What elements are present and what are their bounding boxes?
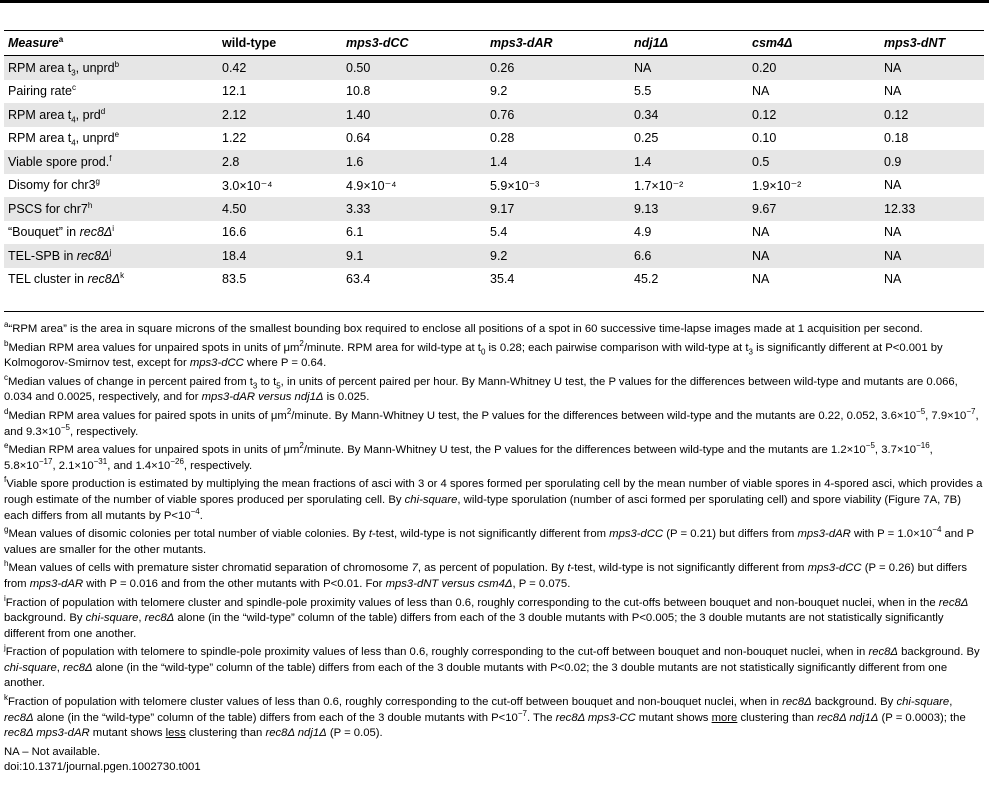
table-cell: 0.12: [880, 103, 984, 127]
table-row: [4, 150, 984, 174]
table-cell: 0.20: [748, 56, 880, 80]
table-cell: NA: [880, 244, 984, 268]
table-cell: 0.28: [490, 131, 515, 146]
table-cell: 6.1: [346, 225, 364, 240]
table-cell: 4.9: [634, 225, 652, 240]
table-cell: 0.5: [748, 150, 880, 174]
header-mps3-dar: mps3-dAR: [486, 31, 630, 56]
table-cell: 2.12: [218, 103, 342, 127]
table-cell: 0.10: [752, 131, 777, 146]
table-cell: NA: [752, 225, 770, 240]
table-cell: 9.2: [486, 244, 630, 268]
data-table: [4, 30, 984, 291]
footnote-k: $^k$Fraction of population with telomere cluster values of less than 0.6, roughly corresponding to the cut-off between bouquet and non-bouquet nuclei, when in rec8Δ background. By chi-square, rec8Δ alone (in the “wild-type” column of the table) differs from each of the 3 double mutants with $P<10^{-7}$. The rec8Δ mps3-CC mutant shows more clustering than rec8Δ ndj1Δ (P = 0.0003); the rec8Δ mps3-dAR mutant shows less clustering than rec8Δ ndj1Δ (P = 0.05).: [4, 693, 966, 740]
table-cell: NA: [880, 56, 984, 80]
footnote-i: $^i$Fraction of population with telomere cluster and spindle-pole proximity values of less than 0.6, roughly corresponding to the cut-offs between bouquet and non-bouquet nuclei, when in the rec8Δ background. By chi-square, rec8Δ alone (in the “wild-type” column of the table) differs from each of the 3 double mutants with P<0.005; the 3 double mutants are not statistically significantly different from one another.: [4, 593, 969, 640]
table-cell: 1.4: [486, 150, 630, 174]
table-cell: 0.9: [880, 150, 984, 174]
table-cell: NA: [752, 84, 770, 99]
row-measure-label: RPM area $t_4$, prd$^d$: [4, 103, 218, 127]
table-cell: 63.4: [346, 272, 371, 287]
row-measure-label: TEL cluster in $rec8\Delta^k$: [8, 271, 125, 287]
row-measure-label: “Bouquet” in $rec8\Delta^i$: [8, 224, 115, 240]
table-row: [4, 268, 984, 292]
table-row: [4, 174, 984, 198]
table-cell: 0.18: [884, 131, 909, 146]
table-bottom-rule: [4, 311, 984, 312]
row-measure-label: PSCS for chr7$^h$: [4, 197, 218, 221]
row-measure-label: RPM area $t_3$, unprd$^b$: [4, 56, 218, 80]
table-cell: 1.4: [630, 150, 748, 174]
table-cell: 0.26: [486, 56, 630, 80]
table-cell: 12.1: [222, 84, 247, 99]
table-cell: NA: [884, 225, 902, 240]
top-rule: [0, 0, 989, 3]
table-cell: 9.1: [342, 244, 486, 268]
row-measure-label: RPM area $t_4$, unprd$^e$: [8, 130, 120, 148]
footnote-na: NA – Not available.: [4, 745, 101, 758]
table-cell: 0.12: [748, 103, 880, 127]
table-cell: 3.33: [342, 197, 486, 221]
table-cell: 4.9×10⁻⁴: [346, 178, 397, 193]
table-cell: 1.22: [222, 131, 247, 146]
table-cell: 4.50: [218, 197, 342, 221]
row-measure-label: Pairing rate$^c$: [8, 83, 76, 99]
footnote-g: $^g$Mean values of disomic colonies per total number of viable colonies. By t-test, wild-type is not significantly different from mps3-dCC (P = 0.21) but differs from mps3-dAR with $P = 1.0\times 10^{-4}$ and P values are smaller for the other mutants.: [4, 525, 974, 556]
table-cell: NA: [630, 56, 748, 80]
table-cell: 83.5: [222, 272, 247, 287]
table-cell: 5.5: [634, 84, 652, 99]
header-mps3-dnt: mps3-dNT: [880, 31, 984, 56]
footnote-j: $^j$Fraction of population with telomere to spindle-pole proximity values of less than 0.6, roughly corresponding to the cut-off between bouquet and non-bouquet nuclei, when in rec8Δ background. By chi-square, rec8Δ alone (in the “wild-type” column of the table) differs from each of the 3 double mutants with P<0.02; the 3 double mutants are not statistically significantly different from one another.: [4, 643, 980, 690]
table-row: [4, 56, 984, 80]
table-cell: NA: [748, 244, 880, 268]
table-cell: 0.50: [342, 56, 486, 80]
table-cell: 1.40: [342, 103, 486, 127]
table-cell: NA: [884, 84, 902, 99]
header-measure: Measure$^a$: [4, 31, 218, 56]
table-cell: 0.34: [630, 103, 748, 127]
table-cell: 5.9×10⁻³: [490, 178, 540, 193]
table-cell: 18.4: [218, 244, 342, 268]
table-row: [4, 221, 984, 245]
table-cell: 0.76: [486, 103, 630, 127]
table-cell: 1.6: [342, 150, 486, 174]
table-cell: 45.2: [634, 272, 659, 287]
header-ndj1: ndj1Δ: [630, 31, 748, 56]
row-measure-label: TEL-SPB in $rec8\Delta^j$: [4, 244, 218, 268]
footnote-a: $^a$“RPM area” is the area in square microns of the smallest bounding box required to enclose all positions of a spot in 60 successive time-lapse images made at 1 acquisition per second.: [4, 320, 923, 335]
footnote-d: $^d$Median RPM area values for paired spots in units of $\mu m^2$/minute. By Mann-Whitney U test, the P values for the differences between wild-type and the mutants are 0.22, 0.052, $3.6\times 10^{-5}$, $7.9\times 10^{-7}$, and $9.3\times 10^{-5}$, respectively.: [4, 407, 979, 438]
row-measure-label: Viable spore prod.$^f$: [4, 150, 218, 174]
table-cell: 16.6: [222, 225, 247, 240]
table-cell: 9.13: [630, 197, 748, 221]
header-wild-type: wild-type: [218, 31, 342, 56]
header-row: [4, 31, 984, 56]
table-row: [4, 244, 984, 268]
table-row: [4, 103, 984, 127]
doi-label: doi:10.1371/journal.pgen.1002730.t001: [4, 761, 201, 774]
table-cell: 0.25: [634, 131, 659, 146]
table-cell: 1.9×10⁻²: [752, 178, 802, 193]
header-mps3-dcc: mps3-dCC: [342, 31, 486, 56]
footnote-b: $^b$Median RPM area values for unpaired spots in units of $\mu m^2$/minute. RPM area for wild-type at $t_0$ is 0.28; each pairwise comparison with wild-type at $t_3$ is significantly different at P<0.001 by Kolmogorov-Smirnov test, except for mps3-dCC where P = 0.64.: [4, 338, 943, 370]
table-cell: 35.4: [490, 272, 515, 287]
table-cell: 0.64: [346, 131, 371, 146]
table-cell: NA: [884, 272, 902, 287]
table-cell: 6.6: [630, 244, 748, 268]
table-row: [4, 197, 984, 221]
table-cell: 9.67: [748, 197, 880, 221]
footnote-e: $^e$Median RPM area values for unpaired spots in units of $\mu m^2$/minute. By Mann-Whitney U test, the P values for the differences between wild-type and the mutants are $1.2\times 10^{-5}$, $3.7\times 10^{-16}$, $5.8\times 10^{-17}$, $2.1\times 10^{-31}$, and $1.4\times 10^{-26}$, respectively.: [4, 441, 933, 472]
table-cell: 10.8: [346, 84, 371, 99]
footnotes: [4, 322, 985, 776]
table-cell: 9.17: [486, 197, 630, 221]
table-cell: 12.33: [880, 197, 984, 221]
table-cell: 0.42: [218, 56, 342, 80]
header-csm4: csm4Δ: [748, 31, 880, 56]
table-cell: NA: [752, 272, 770, 287]
table-cell: 3.0×10⁻⁴: [222, 178, 273, 193]
footnote-c: $^c$Median values of change in percent paired from $t_3$ to $t_5$, in units of percent paired per hour. By Mann-Whitney U test, the P values for the differences between wild-type and mutants are 0.066, 0.034 and 0.0025, respectively, and for mps3-dAR versus ndj1Δ is 0.025.: [4, 373, 958, 404]
table-row: [4, 127, 984, 151]
footnote-f: $^f$Viable spore production is estimated by multiplying the mean fractions of asci with 3 or 4 spores formed per sporulating cell by the mean number of viable spores in 4-spored asci, which provides a rough estimate of the number of viable spores produced per sporulating cell. By chi-square, wild-type sporulation (number of asci formed per sporulating cell) and spore viability (Figure 7A, 7B) each differs from all mutants by $P<10^{-4}$.: [4, 475, 983, 522]
row-measure-label: Disomy for chr3$^g$: [8, 177, 100, 193]
table-cell: 9.2: [490, 84, 508, 99]
table-cell: NA: [884, 178, 902, 193]
table-row: [4, 80, 984, 104]
table-cell: 5.4: [490, 225, 508, 240]
table-cell: 1.7×10⁻²: [634, 178, 684, 193]
footnote-h: $^h$Mean values of cells with premature sister chromatid separation of chromosome 7, as percent of population. By t-test, wild-type is not significantly different from mps3-dCC (P = 0.26) but differs from mps3-dAR with P = 0.016 and from the other mutants with P<0.01. For mps3-dNT versus csm4Δ, P = 0.075.: [4, 559, 967, 590]
table-cell: 2.8: [218, 150, 342, 174]
